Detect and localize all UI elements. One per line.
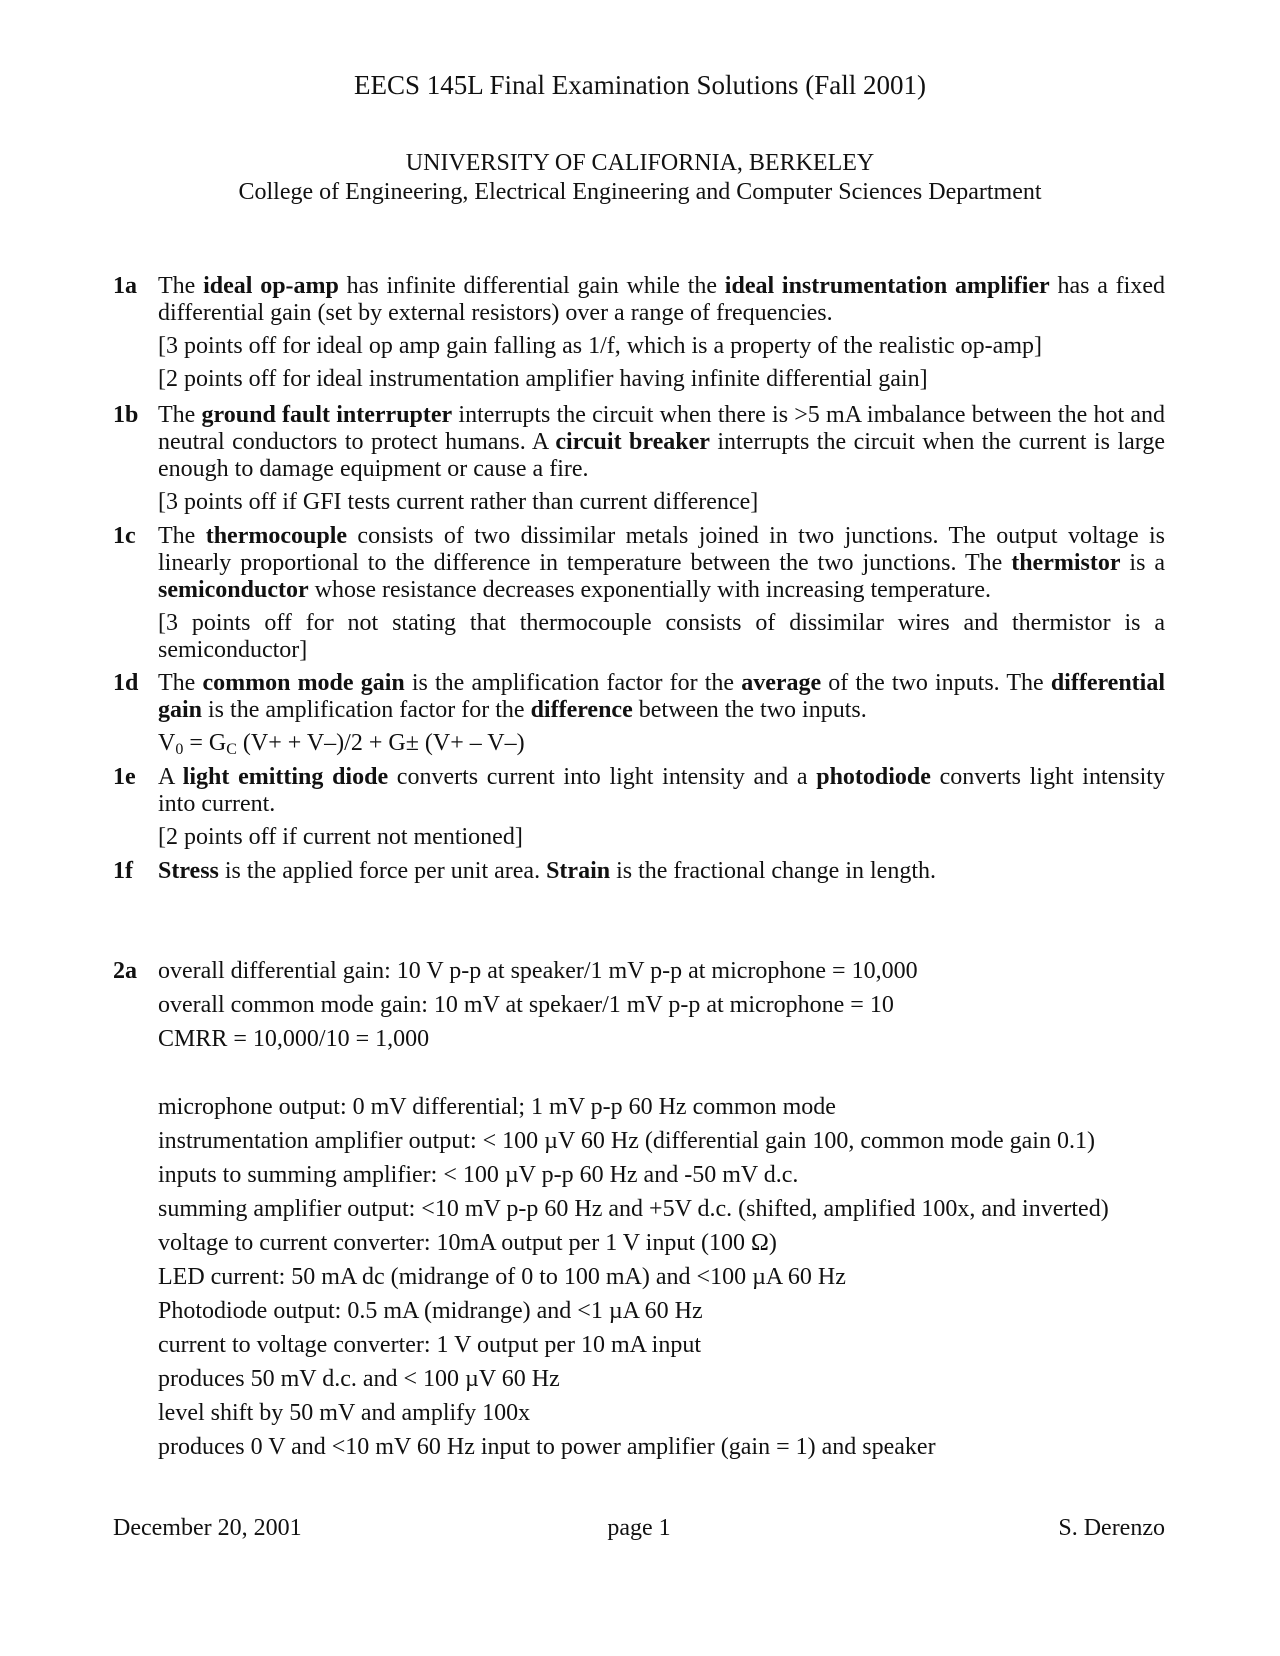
- footer-date: December 20, 2001: [113, 1515, 302, 1541]
- signal-chain-line: produces 50 mV d.c. and < 100 µV 60 Hz: [158, 1366, 560, 1392]
- answer-text: The common mode gain is the amplification factor for the average of the two inputs. The differential gain is the amplification factor for the difference between the two inputs.: [158, 670, 1166, 723]
- department-name: College of Engineering, Electrical Engineering and Computer Sciences Department: [238, 179, 1042, 205]
- answer-text: The thermocouple consists of two dissimilar metals joined in two junctions. The output voltage is linearly proportional to the difference in temperature between the two junctions. The thermistor is a semiconductor whose resistance decreases exponentially with increasing temperature.: [158, 523, 1166, 603]
- signal-chain-line: Photodiode output: 0.5 mA (midrange) and <1 µA 60 Hz: [158, 1298, 703, 1324]
- grading-note: [3 points off if GFI tests current rather than current difference]: [158, 489, 759, 515]
- university-name: UNIVERSITY OF CALIFORNIA, BERKELEY: [405, 150, 875, 176]
- page-title: EECS 145L Final Examination Solutions (Fall 2001): [354, 70, 926, 100]
- signal-chain-line: produces 0 V and <10 mV 60 Hz input to power amplifier (gain = 1) and speaker: [158, 1434, 936, 1460]
- question-label: 1d: [113, 670, 139, 696]
- answer-text: A light emitting diode converts current into light intensity and a photodiode converts light intensity into current.: [158, 764, 1165, 817]
- signal-chain-line: level shift by 50 mV and amplify 100x: [158, 1400, 531, 1426]
- answer-text: Stress is the applied force per unit area. Strain is the fractional change in length.: [158, 858, 936, 884]
- signal-chain-line: summing amplifier output: <10 mV p-p 60 Hz and +5V d.c. (shifted, amplified 100x, and inverted): [158, 1196, 1109, 1222]
- answer-line: overall differential gain: 10 V p-p at speaker/1 mV p-p at microphone = 10,000: [158, 958, 918, 984]
- page-number: page 1: [607, 1515, 671, 1541]
- question-1d: [113, 670, 1165, 757]
- question-label: 1c: [113, 523, 136, 549]
- signal-chain-line: voltage to current converter: 10mA output per 1 V input (100 Ω): [158, 1230, 777, 1256]
- footer-author: S. Derenzo: [1058, 1515, 1165, 1541]
- question-label: 1b: [113, 402, 139, 428]
- question-label: 1a: [113, 273, 137, 299]
- gain-equation: $V_0 = G_C$ (V+ + V–)/2 + G± (V+ – V–): [158, 730, 525, 758]
- answer-line: overall common mode gain: 10 mV at spekaer/1 mV p-p at microphone = 10: [158, 992, 894, 1018]
- signal-chain-line: inputs to summing amplifier: < 100 µV p-p 60 Hz and -50 mV d.c.: [158, 1162, 799, 1188]
- question-2a: [113, 954, 1213, 1464]
- question-1f: [113, 858, 1165, 885]
- signal-chain-line: microphone output: 0 mV differential; 1 mV p-p 60 Hz common mode: [158, 1094, 836, 1120]
- question-1a: [113, 273, 1165, 393]
- question-1b: [113, 402, 1165, 516]
- question-label: 2a: [113, 958, 137, 984]
- signal-chain-line: LED current: 50 mA dc (midrange of 0 to 100 mA) and <100 µA 60 Hz: [158, 1264, 846, 1290]
- signal-chain-line: instrumentation amplifier output: < 100 µV 60 Hz (differential gain 100, common mode gain 0.1): [158, 1128, 1095, 1154]
- question-label: 1e: [113, 764, 136, 790]
- answer-text: The ground fault interrupter interrupts the circuit when there is >5 mA imbalance between the hot and neutral conductors to protect humans. A circuit breaker interrupts the circuit when the current is large enough to damage equipment or cause a fire.: [158, 402, 1166, 482]
- question-label: 1f: [113, 858, 133, 884]
- page-footer: [113, 1515, 1165, 1545]
- question-1e: [113, 764, 1165, 851]
- question-1c: [113, 523, 1165, 664]
- signal-chain-line: current to voltage converter: 1 V output per 10 mA input: [158, 1332, 701, 1358]
- grading-note: [3 points off for not stating that thermocouple consists of dissimilar wires and thermistor is a semiconductor]: [158, 610, 1165, 663]
- grading-note: [2 points off for ideal instrumentation amplifier having infinite differential gain]: [158, 366, 928, 392]
- answer-text: The ideal op-amp has infinite differential gain while the ideal instrumentation amplifier has a fixed differential gain (set by external resistors) over a range of frequencies.: [158, 273, 1165, 326]
- answer-line: CMRR = 10,000/10 = 1,000: [158, 1026, 430, 1052]
- grading-note: [3 points off for ideal op amp gain falling as 1/f, which is a property of the realistic op-amp]: [158, 333, 1042, 359]
- grading-note: [2 points off if current not mentioned]: [158, 824, 523, 850]
